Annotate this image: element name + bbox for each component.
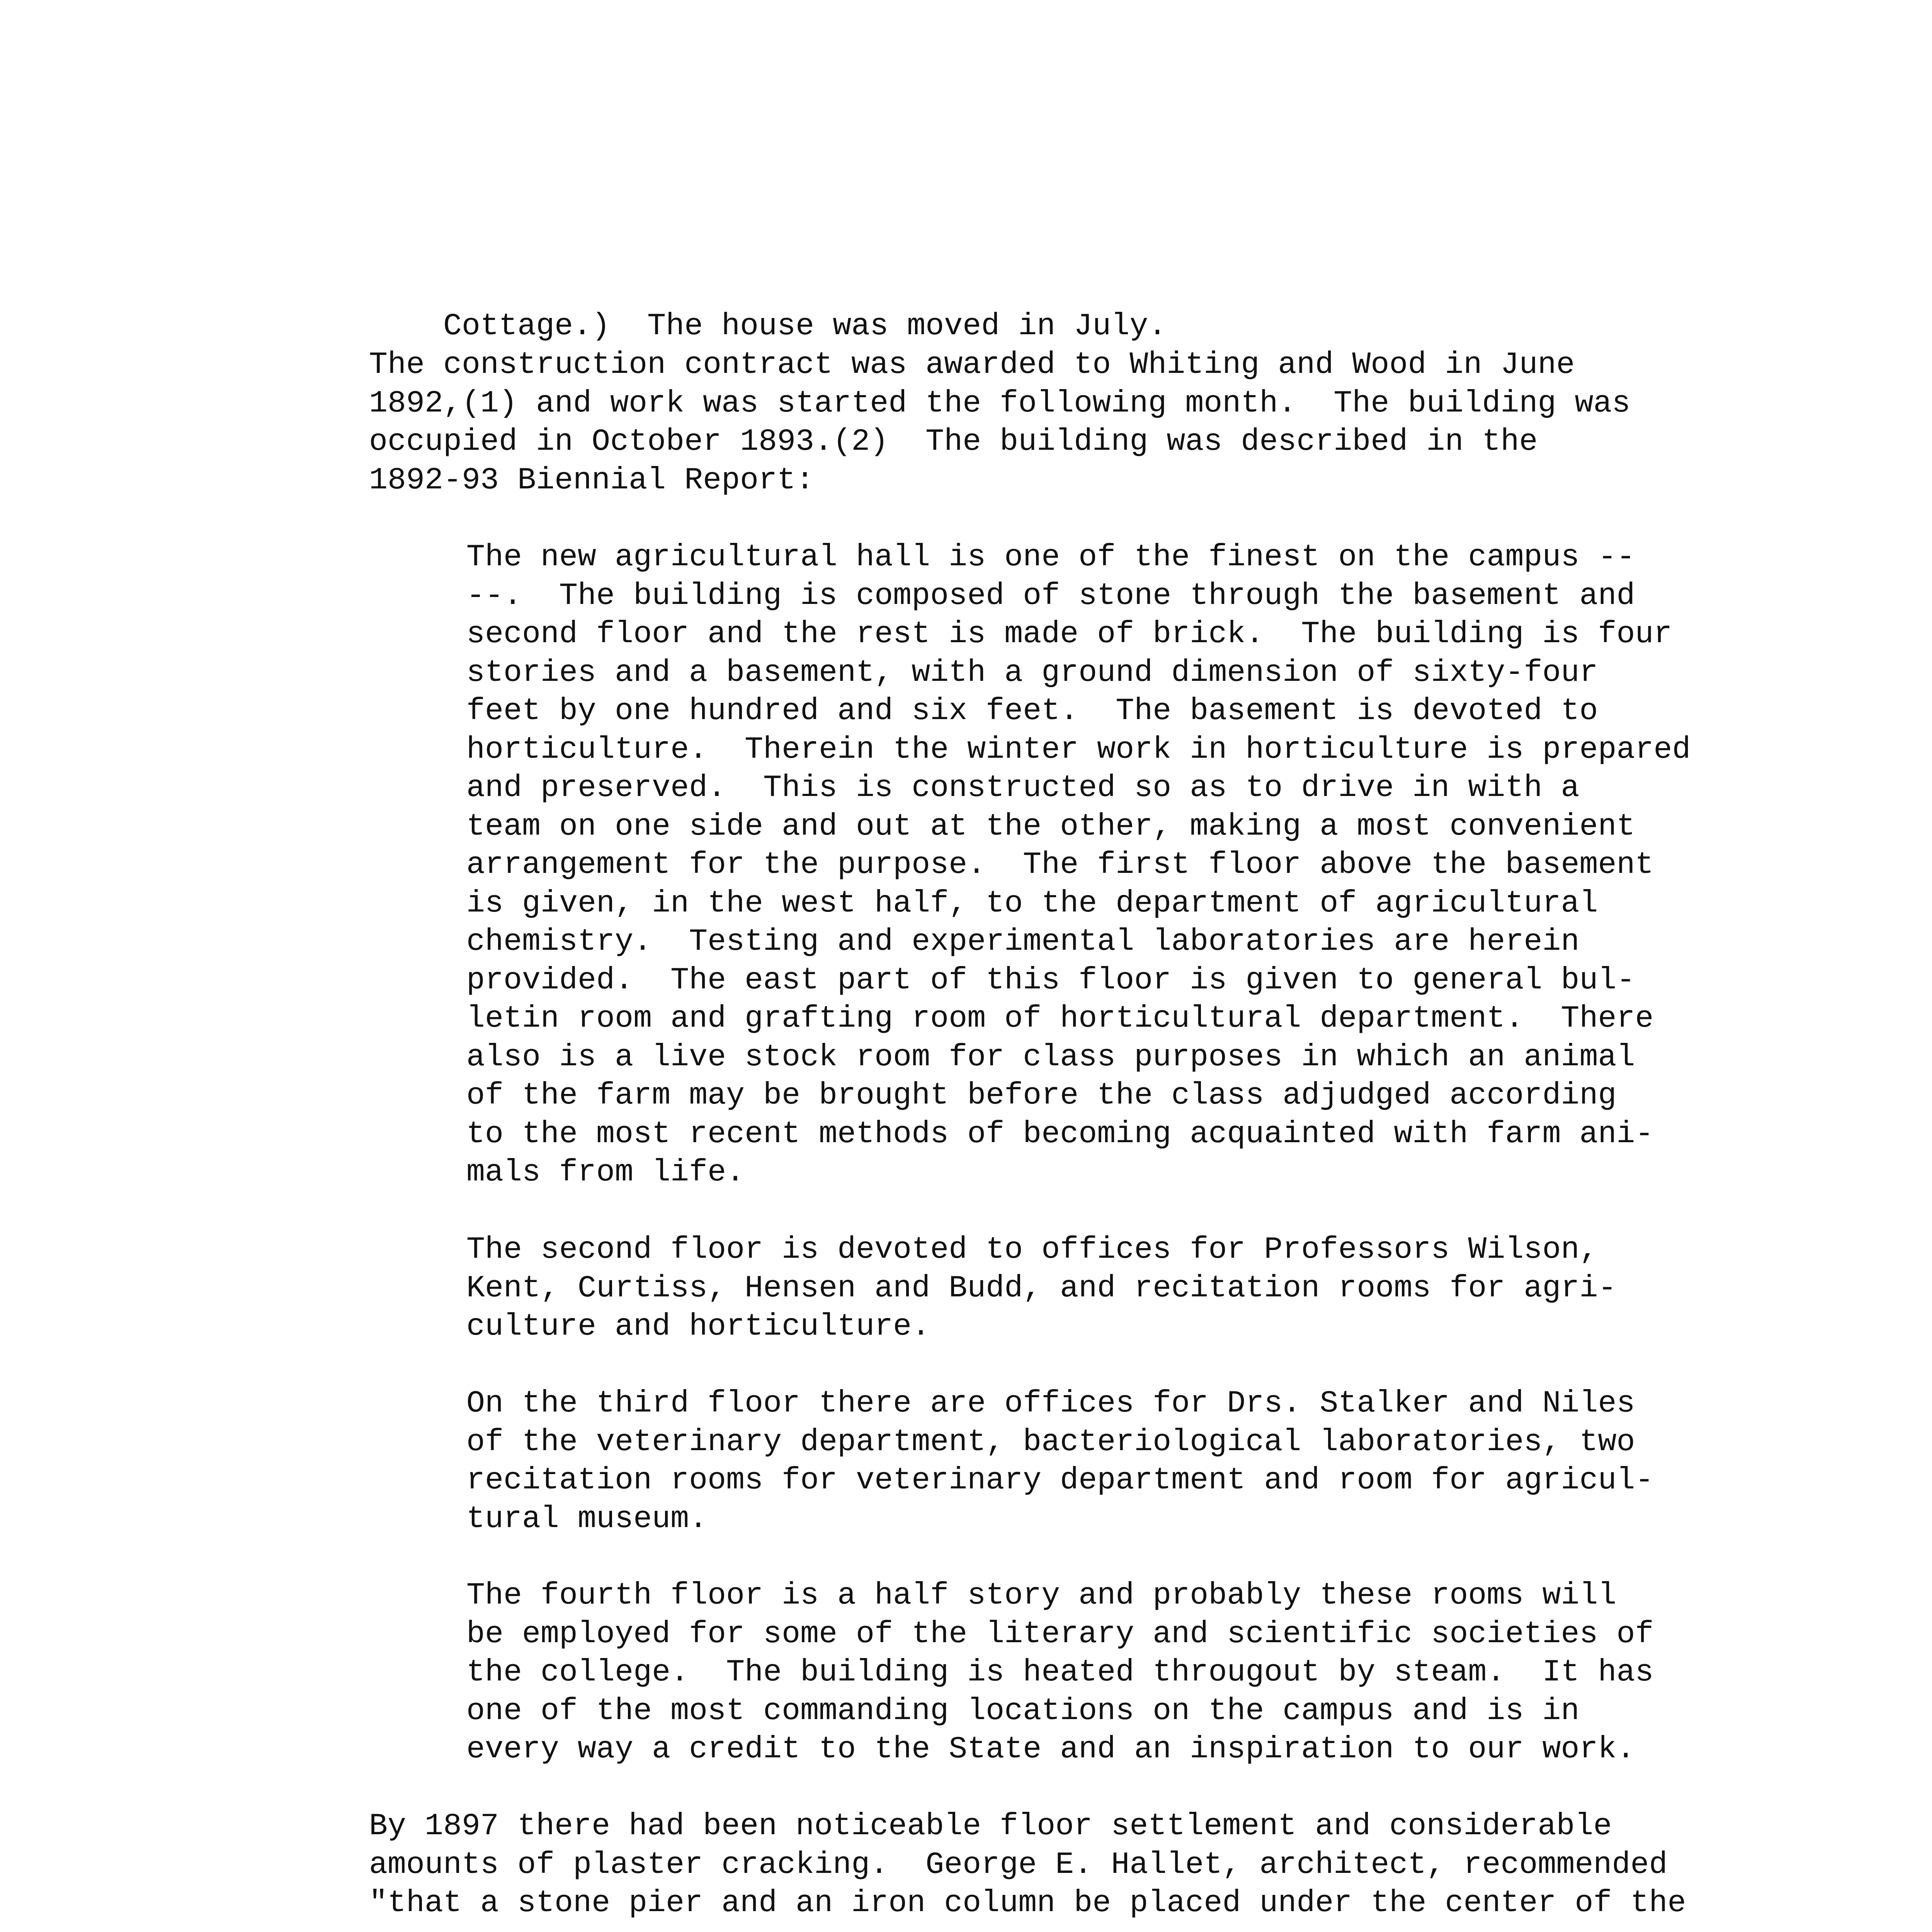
text-line: The second floor is devoted to offices for Professors Wilson, xyxy=(466,1232,1598,1267)
text-line: "that a stone pier and an iron column be placed under the center of the xyxy=(369,1886,1686,1921)
text-line: The fourth floor is a half story and probably these rooms will xyxy=(466,1578,1617,1613)
text-line: also is a live stock room for class purposes in which an animal xyxy=(466,1039,1635,1075)
text-line: On the third floor there are offices for Drs. Stalker and Niles xyxy=(466,1386,1635,1421)
text-line: 1892-93 Biennial Report: xyxy=(369,463,815,498)
text-line: feet by one hundred and six feet. The basement is devoted to xyxy=(466,694,1598,729)
text-line: every way a credit to the State and an inspiration to our work. xyxy=(466,1732,1635,1767)
paragraph-settlement xyxy=(369,1807,1686,1923)
text-line: By 1897 there had been noticeable floor settlement and considerable xyxy=(369,1809,1612,1844)
text-line: is given, in the west half, to the department of agricultural xyxy=(466,886,1598,921)
text-line: culture and horticulture. xyxy=(466,1309,930,1344)
text-line: recitation rooms for veterinary department and room for agricul- xyxy=(466,1463,1654,1498)
text-line: the college. The building is heated througout by steam. It has xyxy=(466,1655,1654,1690)
text-line: of the veterinary department, bacteriological laboratories, two xyxy=(466,1424,1635,1460)
text-line: Kent, Curtiss, Hensen and Budd, and recitation rooms for agri- xyxy=(466,1270,1617,1306)
text-line: team on one side and out at the other, making a most convenient xyxy=(466,809,1635,844)
text-line: The construction contract was awarded to Whiting and Wood in June xyxy=(369,347,1575,383)
text-line: amounts of plaster cracking. George E. Hallet, architect, recommended xyxy=(369,1847,1668,1883)
text-line: 1892,(1) and work was started the following month. The building was xyxy=(369,386,1631,421)
quote-paragraph-agricultural-hall xyxy=(466,538,1691,1192)
quote-paragraph-third-floor xyxy=(466,1384,1654,1538)
text-line: be employed for some of the literary and scientific societies of xyxy=(466,1616,1654,1652)
text-line: and preserved. This is constructed so as to drive in with a xyxy=(466,770,1580,806)
paragraph-construction xyxy=(369,346,1631,500)
text-line: occupied in October 1893.(2) The building was described in the xyxy=(369,424,1538,459)
text-line: stories and a basement, with a ground dimension of sixty-four xyxy=(466,655,1598,690)
text-line: --. The building is composed of stone through the basement and xyxy=(466,578,1635,614)
quote-paragraph-second-floor xyxy=(466,1231,1616,1346)
text-line: provided. The east part of this floor is given to general bul- xyxy=(466,963,1635,998)
text-line: to the most recent methods of becoming acquainted with farm ani- xyxy=(466,1116,1654,1152)
text-line: chemistry. Testing and experimental laboratories are herein xyxy=(466,924,1580,959)
text-line: one of the most commanding locations on the campus and is in xyxy=(466,1693,1580,1729)
text-line: tural museum. xyxy=(466,1501,708,1537)
text-line: horticulture. Therein the winter work in horticulture is prepared xyxy=(466,732,1691,767)
text-line: Cottage.) The house was moved in July. xyxy=(443,308,1167,344)
text-line: second floor and the rest is made of brick. The building is four xyxy=(466,617,1672,652)
quote-paragraph-fourth-floor xyxy=(466,1577,1654,1769)
text-line: letin room and grafting room of horticultural department. There xyxy=(466,1001,1654,1036)
text-line: mals from life. xyxy=(466,1155,745,1190)
text-line: arrangement for the purpose. The first floor above the basement xyxy=(466,847,1654,883)
text-line: of the farm may be brought before the class adjudged according xyxy=(466,1078,1617,1113)
text-line: The new agricultural hall is one of the finest on the campus -- xyxy=(466,540,1635,575)
